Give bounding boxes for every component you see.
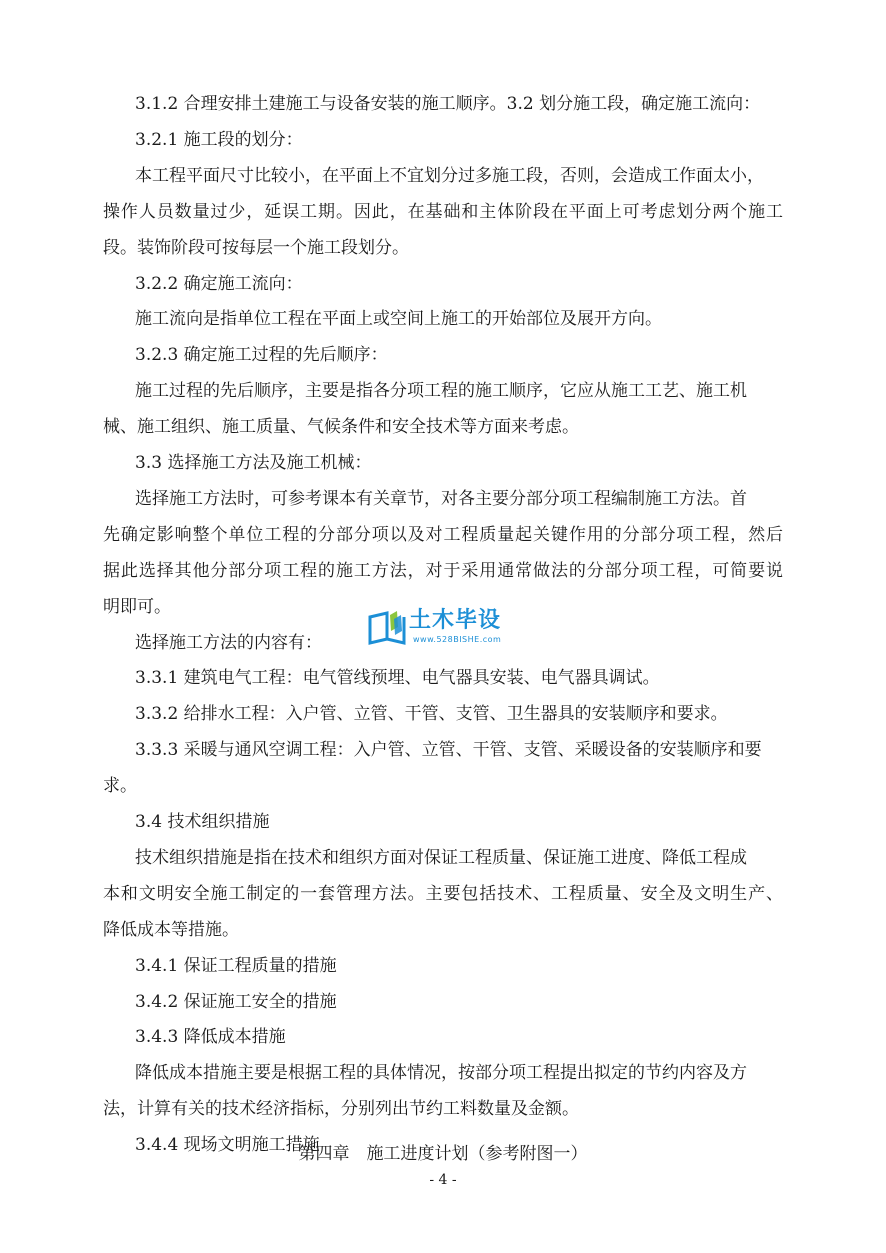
page-number: - 4 -: [429, 1172, 457, 1188]
chapter-heading-text: 第四章 施工进度计划（参考附图一）: [298, 1144, 588, 1164]
paragraph-line: 技术组织措施是指在技术和组织方面对保证工程质量、保证施工进度、降低工程成: [135, 848, 747, 868]
chapter-heading: [0, 1143, 886, 1165]
section-heading: 3.2.3 确定施工过程的先后顺序：: [135, 345, 388, 365]
section-heading: 3.3 选择施工方法及施工机械：: [135, 453, 372, 473]
list-item: 3.3.1 建筑电气工程：电气管线预埋、电气器具安装、电气器具调试。: [135, 668, 660, 688]
section-heading: 3.4.3 降低成本措施: [135, 1027, 286, 1047]
paragraph-line: 操作人员数量过少，延误工期。因此，在基础和主体阶段在平面上可考虑划分两个施工: [103, 202, 783, 222]
paragraph-line: 降低成本等措施。: [103, 920, 239, 940]
paragraph-line: 明即可。: [103, 597, 171, 617]
paragraph-line: 法，计算有关的技术经济指标，分别列出节约工料数量及金额。: [103, 1099, 579, 1119]
paragraph-line: 施工过程的先后顺序，主要是指各分项工程的施工顺序，它应从施工工艺、施工机: [135, 381, 747, 401]
section-heading: 3.4.4 现场文明施工措施: [135, 1135, 320, 1155]
section-heading: 3.2.2 确定施工流向：: [135, 274, 303, 294]
section-heading: 3.4 技术组织措施: [135, 812, 270, 832]
paragraph-line: 降低成本措施主要是根据工程的具体情况，按部分项工程提出拟定的节约内容及方: [135, 1063, 747, 1083]
list-item: 3.3.3 采暖与通风空调工程：入户管、立管、干管、支管、采暖设备的安装顺序和要: [135, 740, 762, 760]
watermark-url: www.528BISHE.com: [413, 635, 502, 644]
watermark-logo: [367, 609, 527, 649]
watermark-title: 土木毕设: [409, 608, 502, 633]
paragraph-line: 选择施工方法时，可参考课本有关章节，对各主要分部分项工程编制施工方法。首: [135, 489, 747, 509]
paragraph-line: 据此选择其他分部分项工程的施工方法，对于采用通常做法的分部分项工程，可简要说: [103, 561, 783, 581]
paragraph-line: 3.1.2 合理安排土建施工与设备安装的施工顺序。3.2 划分施工段，确定施工流向：: [135, 94, 761, 114]
paragraph-line: 本工程平面尺寸比较小，在平面上不宜划分过多施工段，否则，会造成工作面太小，: [135, 166, 764, 186]
paragraph-line: 械、施工组织、施工质量、气候条件和安全技术等方面来考虑。: [103, 417, 579, 437]
paragraph-line: 施工流向是指单位工程在平面上或空间上施工的开始部位及展开方向。: [135, 309, 662, 329]
section-heading: 3.2.1 施工段的划分：: [135, 130, 303, 150]
list-item: 3.3.2 给排水工程：入户管、立管、干管、支管、卫生器具的安装顺序和要求。: [135, 704, 728, 724]
paragraph-line: 选择施工方法的内容有：: [135, 633, 322, 653]
section-heading: 3.4.2 保证施工安全的措施: [135, 992, 337, 1012]
section-heading: 3.4.1 保证工程质量的措施: [135, 956, 337, 976]
paragraph-line: 本和文明安全施工制定的一套管理方法。主要包括技术、工程质量、安全及文明生产、: [103, 884, 783, 904]
paragraph-line: 先确定影响整个单位工程的分部分项以及对工程质量起关键作用的分部分项工程，然后: [103, 525, 783, 545]
list-item-continuation: 求。: [103, 776, 137, 796]
book-icon: [367, 609, 407, 647]
paragraph-line: 段。装饰阶段可按每层一个施工段划分。: [103, 238, 409, 258]
